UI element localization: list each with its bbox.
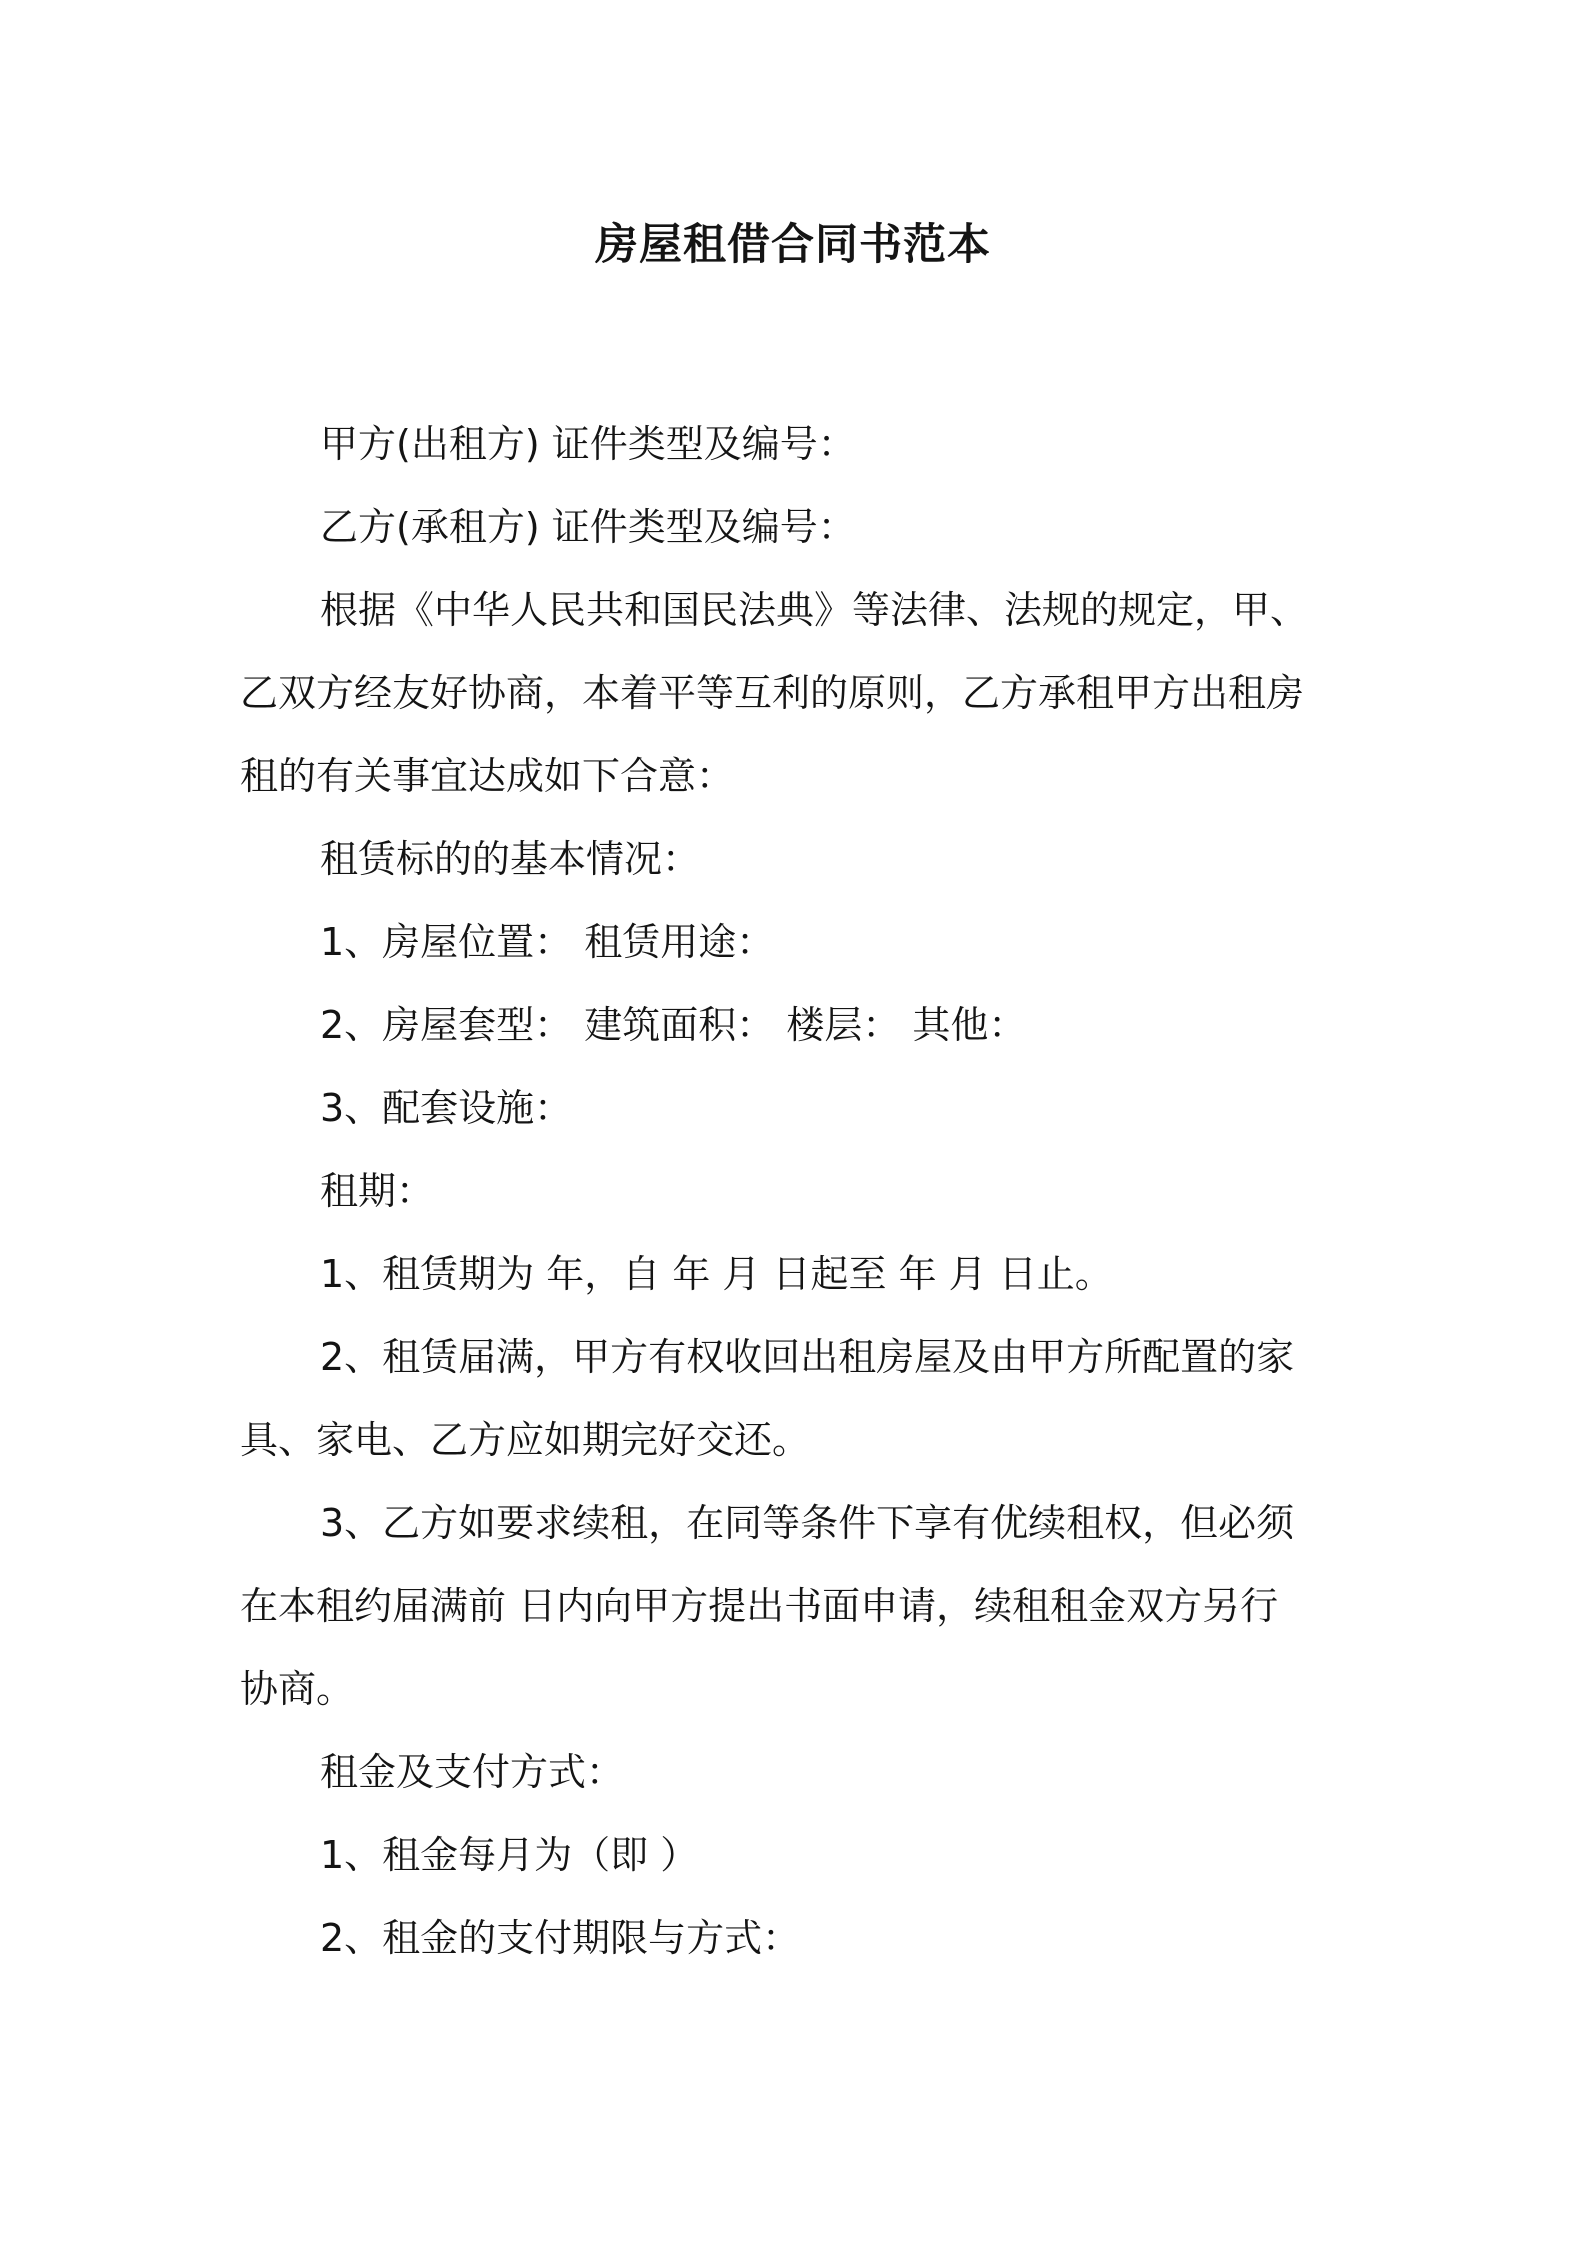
document-body [240,403,1350,1980]
paragraph-line: 根据《中华人民共和国民法典》等法律、法规的规定，甲、 [320,588,1309,632]
clause-item [240,984,1350,1067]
section-heading-basic-info [240,818,1350,901]
paragraph-line: 3、配套设施： [320,1086,573,1130]
paragraph-line: 2、房屋套型： 建筑面积： 楼层： 其他： [320,1003,1027,1047]
paragraph-line: 3、乙方如要求续租，在同等条件下享有优续租权，但必须 [320,1501,1295,1545]
clause-item [240,1897,1350,1980]
paragraph-line: 乙方(承租方) 证件类型及编号： [320,505,856,549]
paragraph-line: 2、租金的支付期限与方式： [320,1916,801,1960]
clause-item [240,901,1350,984]
paragraph-line: 租赁标的的基本情况： [320,837,701,881]
paragraph-line: 租期： [320,1169,435,1213]
clause-item [240,1814,1350,1897]
paragraph-line: 具、家电、乙方应如期完好交还。 [240,1418,811,1462]
paragraph-line: 1、房屋位置： 租赁用途： [320,920,775,964]
paragraph-line: 甲方(出租方) 证件类型及编号： [320,422,856,466]
clause-item [240,1233,1350,1316]
paragraph-line: 1、租赁期为 年，自 年 月 日起至 年 月 日止。 [320,1252,1113,1296]
preamble-paragraph [240,569,1350,818]
paragraph-line: 租金及支付方式： [320,1750,625,1794]
paragraph-line: 乙双方经友好协商，本着平等互利的原则，乙方承租甲方出租房 [240,671,1305,715]
clause-item [240,1067,1350,1150]
section-heading-term [240,1150,1350,1233]
party-b-line [240,486,1350,569]
document-title: 房屋租借合同书范本 [595,220,991,270]
paragraph-line: 2、租赁届满，甲方有权收回出租房屋及由甲方所配置的家 [320,1335,1295,1379]
paragraph-line: 在本租约届满前 日内向甲方提出书面申请，续租租金双方另行 [240,1584,1279,1628]
paragraph-line: 租的有关事宜达成如下合意： [240,754,735,798]
paragraph-line: 1、租金每月为（即 ） [320,1833,699,1877]
clause-item [240,1482,1350,1731]
section-heading-rent [240,1731,1350,1814]
party-a-line [240,403,1350,486]
clause-item [240,1316,1350,1482]
paragraph-line: 协商。 [240,1667,355,1711]
